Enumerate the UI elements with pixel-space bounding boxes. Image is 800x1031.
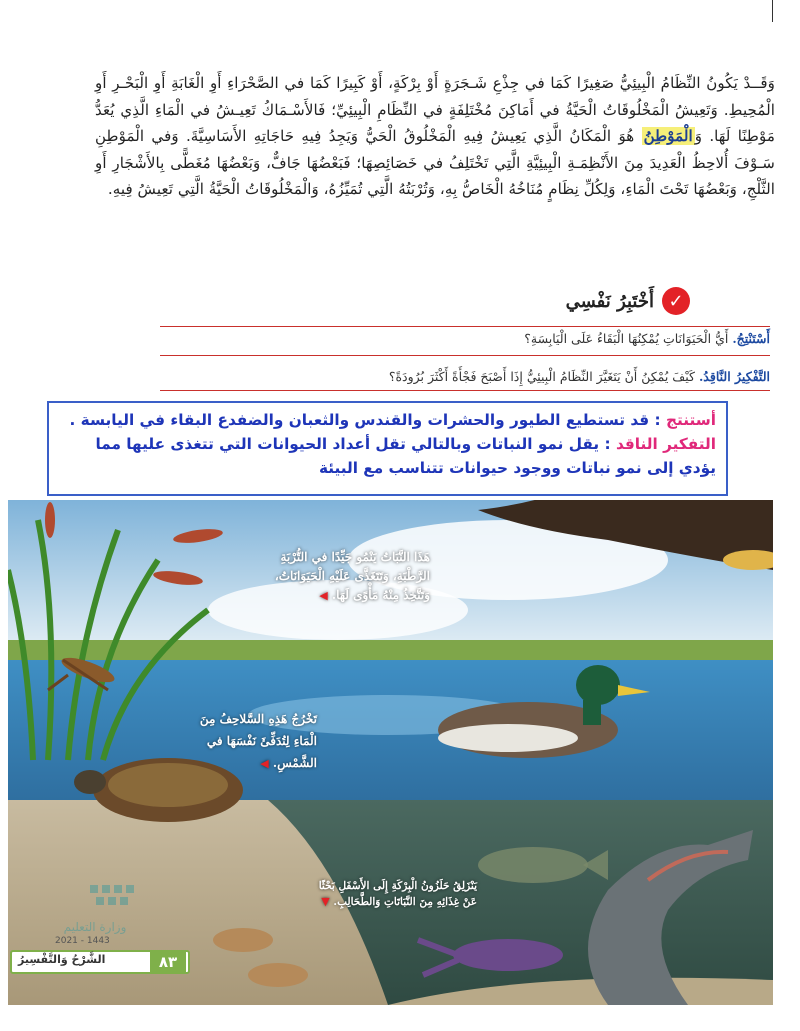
answer-infer-text: : قد تستطيع الطيور والحشرات والقندس والثعبان والضفدع البقاء في اليابسة . (69, 411, 666, 429)
caption-snail: يَنْزَلِقُ حَلَزُونُ الْبِرْكَةِ إِلَى الأَسْفَلِ بَحْثًا عَنْ غِذَائِهِ مِنَ النَّبَاتَاتِ وَالطَّحَالِبِ. ▼ (318, 880, 477, 908)
answer-critical-label: التفكير الناقد (615, 435, 716, 453)
ministry-name: وزارة التعليم (63, 920, 127, 934)
question-critical-text: كَيْفَ يُمْكِنُ أَنْ يَتَغَيَّرَ النِّظَامُ الْبِيئِيُّ إِذَا أَصْبَحَ فَجْأَةً أَكْثَرَ بُرُودَةً؟ (388, 369, 699, 384)
question-infer (370, 331, 770, 346)
self-test-header (470, 284, 690, 318)
question-infer-label: أَسْتَنْتِجُ. (732, 331, 770, 346)
body-paragraph (95, 70, 775, 203)
keyword-habitat: الْمَوْطِنُ (643, 127, 693, 145)
page-footer (10, 936, 190, 975)
answer-infer (59, 408, 716, 432)
divider (160, 355, 770, 356)
caption-plants: هَذَا النَّبَاتُ يَنْمُو جَيِّدًا في التُّرْبَةِ الرَّطْبَةِ، وَتَتَغَذَّى عَلَيْهِ الْحَيَوَانَاتُ، وَتَتَّخِذُ مِنْهُ مَأْوًى لَهَا. ◀ (274, 550, 430, 602)
ministry-watermark (40, 880, 200, 940)
edition-year: 2021 - 1443 (55, 936, 110, 946)
crop-mark (772, 0, 773, 22)
answer-critical-text: : يقل نمو النباتات وبالتالي تقل أعداد الحيوانات التي تتغذى عليها مما يؤدي إلى نمو نباتات ووجود حيوانات تتناسب مع البيئة (95, 435, 716, 477)
footer-label: الشَّرْحُ وَالتَّفْسِيرُ (18, 953, 106, 966)
caption-turtle: تَخْرُجُ هَذِهِ السَّلاحِفُ مِنَ الْمَاءِ لِتُدَفِّئَ نَفْسَهَا في الشَّمْسِ. ◀ (199, 712, 317, 770)
paragraph-part-2: هُوَ الْمَكَانُ الَّذِي يَعِيشُ فِيهِ الْمَخْلُوقُ الْحَيُّ وَيَجِدُ فِيهِ حَاجَاتِهِ الأَسَاسِيَّةَ. وَفي الْمَوْطِنِ سَـوْفَ أُلاحِظُ الْعَدِيدَ مِنَ الأَنْظِمَـةِ الْبِيئِيَّةِ الَّتِي تَخْتَلِفُ في خَصَائِصِهَا؛ فَبَعْضُهَا جَافٌّ، وَبَعْضُهَا مُغَطًّى بِالأَشْجَارِ أَوِ الثَّلْجِ، وَبَعْضُهَا تَحْتَ الْمَاءِ، وَلِكُلِّ نِظَامٍ مُنَاخُهُ الْخَاصُّ بِهِ، وَتُرْبَتُهُ الَّتِي تُمَيِّزُهُ، وَالْمَخْلُوقَاتُ الْحَيَّةُ الَّتِي تَعِيشُ فِيهِ. (95, 127, 775, 198)
pointer-triangle-icon: ◀ (319, 589, 328, 602)
page-number: ٨٣ (150, 950, 186, 974)
divider (160, 390, 770, 391)
question-critical-label: التَّفْكِيرُ النَّاقِدُ. (698, 369, 770, 384)
pointer-triangle-icon: ◀ (260, 757, 269, 770)
paragraph-part-1: وَقَــدْ يَكُونُ النِّظَامُ الْبِيئِيُّ صَغِيرًا كَمَا في جِذْعِ شَـجَرَةٍ أَوْ بِرْكَةٍ، أَوْ كَبِيرًا كَمَا في الصَّحْرَاءِ أَوِ الْغَابَةِ أَوِ الْبَحْـرِ أَوِ الْمُحِيطِ. وَتَعِيشُ الْمَخْلُوقَاتُ الْحَيَّةُ في أَمَاكِنَ مُخْتَلِفَةٍ في النِّظَامِ الْبِيئِيِّ؛ فَالأَسْـمَاكُ تَعِيـشُ في الْمَاءِ الَّذِي يُعَدُّ مَوْطِنًا لَهَا. وَ (95, 74, 775, 145)
question-infer-text: أَيُّ الْحَيَوَانَاتِ يُمْكِنُهَا الْبَقَاءُ عَلَى الْيَابِسَةِ؟ (524, 331, 733, 346)
answer-box (47, 401, 728, 496)
question-critical (190, 369, 770, 384)
pointer-triangle-icon: ▼ (321, 895, 330, 908)
check-icon: ✓ (662, 287, 690, 315)
divider (160, 326, 770, 327)
self-test-title: أَخْتَبِرُ نَفْسِي (565, 290, 654, 312)
answer-infer-label: أستنتج (665, 411, 716, 429)
ministry-logo-icon (40, 880, 200, 920)
answer-critical (59, 432, 716, 480)
